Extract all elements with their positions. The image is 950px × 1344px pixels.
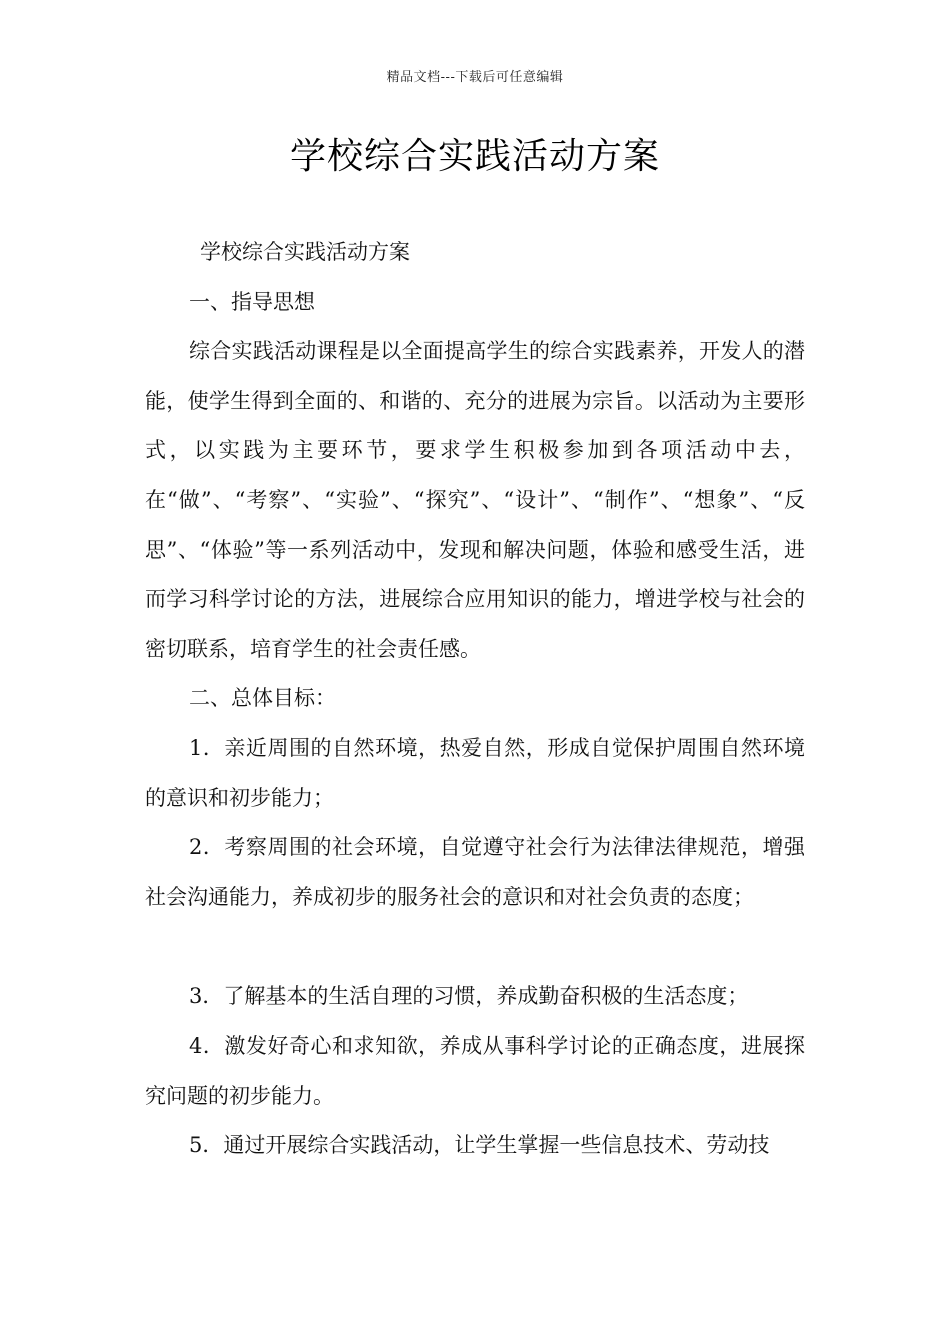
document-title: 学校综合实践活动方案 [289, 136, 660, 177]
document-subtitle: 学校综合实践活动方案 [200, 240, 410, 264]
section-heading-overall-goals: 二、总体目标： [189, 686, 336, 711]
section-heading-guiding-ideology: 一、指导思想 [189, 289, 315, 314]
document-body [145, 228, 805, 1171]
goal-item-5: 5．通过开展综合实践活动，让学生掌握一些信息技术、劳动技 [189, 1133, 770, 1158]
goal-item-2: 2．考察周围的社会环境，自觉遵守社会行为法律法律规范，增强社会沟通能力，养成初步的服务社会的意识和对社会负责的态度； [145, 835, 805, 909]
header-note: 精品文档---下载后可任意编辑 [386, 70, 564, 85]
goal-item-1: 1．亲近周围的自然环境，热爱自然，形成自觉保护周围自然环境的意识和初步能力； [145, 735, 805, 810]
goal-item-3: 3．了解基本的生活自理的习惯，养成勤奋积极的生活态度； [189, 984, 749, 1009]
paragraph-guiding-ideology: 综合实践活动课程是以全面提高学生的综合实践素养，开发人的潜能，使学生得到全面的、和谐的、充分的进展为宗旨。以活动为主要形式，以实践为主要环节，要求学生积极参加到各项活动中去，在“做”、“考察”、“实验”、“探究”、“设计”、“制作”、“想象”、“反思”、“体验”等一系列活动中，发现和解决问题，体验和感受生活，进而学习科学讨论的方法，进展综合应用知识的能力，增进学校与社会的密切联系，培育学生的社会责任感。 [145, 339, 805, 661]
goal-item-4: 4．激发好奇心和求知欲，养成从事科学讨论的正确态度，进展探究问题的初步能力。 [145, 1033, 805, 1108]
